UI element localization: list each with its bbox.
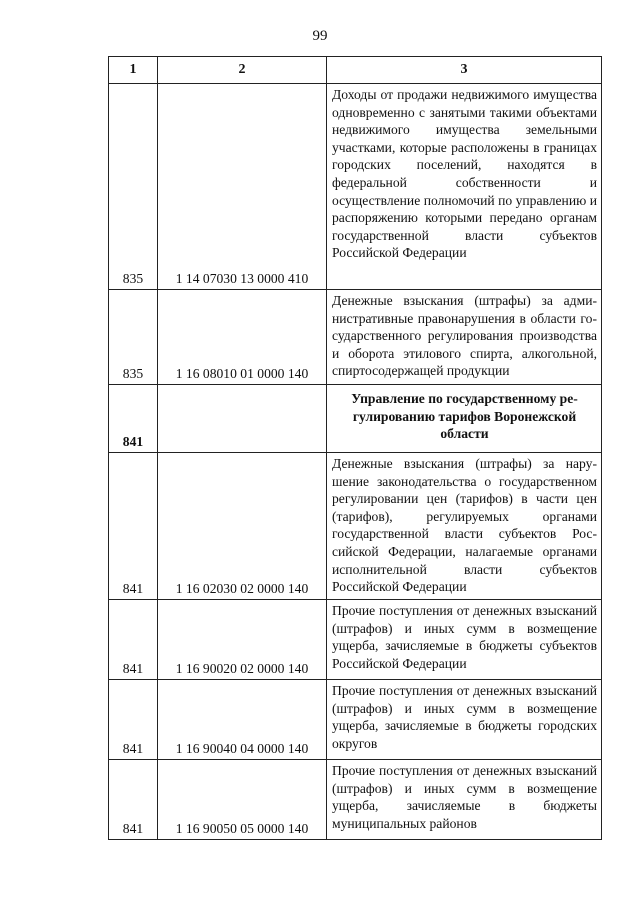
table-row xyxy=(109,600,602,680)
table-header-row xyxy=(109,57,602,84)
section-row xyxy=(109,385,602,453)
income-code-cell: 1 14 07030 13 0000 410 xyxy=(158,84,327,290)
table-row xyxy=(109,760,602,840)
income-description-cell: Денежные взыскания (штрафы) за нарушение законодательства о государственном регулировании цен (тарифов) в части цен (тарифов), регулируемых органами государственной власти субъектов Российской Федерации, налагаемые органами исполнительной власти субъектов Российской Федерации xyxy=(327,453,602,600)
column-header-3: 3 xyxy=(327,57,602,84)
table-row xyxy=(109,84,602,290)
admin-code-cell: 841 xyxy=(109,600,158,680)
table-row xyxy=(109,453,602,600)
table-row xyxy=(109,680,602,760)
admin-code-cell: 841 xyxy=(109,760,158,840)
admin-code-cell: 841 xyxy=(109,680,158,760)
column-header-2: 2 xyxy=(158,57,327,84)
section-title-cell: Управление по государственному регулированию тарифов Воронежской области xyxy=(327,385,602,453)
budget-classification-table xyxy=(108,56,602,840)
income-code-cell: 1 16 90040 04 0000 140 xyxy=(158,680,327,760)
table-row xyxy=(109,290,602,385)
admin-code-cell: 841 xyxy=(109,453,158,600)
income-description-cell: Прочие поступления от денежных взысканий (штрафов) и иных сумм в возмещение ущерба, зачисляемые в бюджеты субъектов Российской Федерации xyxy=(327,600,602,680)
income-code-cell: 1 16 08010 01 0000 140 xyxy=(158,290,327,385)
income-description-cell: Прочие поступления от денежных взысканий (штрафов) и иных сумм в возмещение ущерба, зачисляемые в бюджеты городских округов xyxy=(327,680,602,760)
page-number: 99 xyxy=(312,28,328,44)
income-code-cell: 1 16 02030 02 0000 140 xyxy=(158,453,327,600)
income-code-cell: 1 16 90020 02 0000 140 xyxy=(158,600,327,680)
column-header-1: 1 xyxy=(109,57,158,84)
income-code-cell: 1 16 90050 05 0000 140 xyxy=(158,760,327,840)
admin-code-cell: 841 xyxy=(109,385,158,453)
income-code-cell xyxy=(158,385,327,453)
admin-code-cell: 835 xyxy=(109,84,158,290)
income-description-cell: Прочие поступления от денежных взысканий (штрафов) и иных сумм в возмещение ущерба, зачисляемые в бюджеты муниципальных районов xyxy=(327,760,602,840)
admin-code-cell: 835 xyxy=(109,290,158,385)
income-description-cell: Денежные взыскания (штрафы) за административные правонарушения в области государственного регулирования производства и оборота этилового спирта, алкогольной, спиртосодержащей продукции xyxy=(327,290,602,385)
income-description-cell: Доходы от продажи недвижимого имущества одновременно с занятыми такими объектами недвижимого имущества земельными участками, которые расположены в границах городских поселений, находятся в федеральной собственности и осуществление полномочий по управлению и распоряжению которыми передано органам государственной власти субъектов Российской Федерации xyxy=(327,84,602,290)
